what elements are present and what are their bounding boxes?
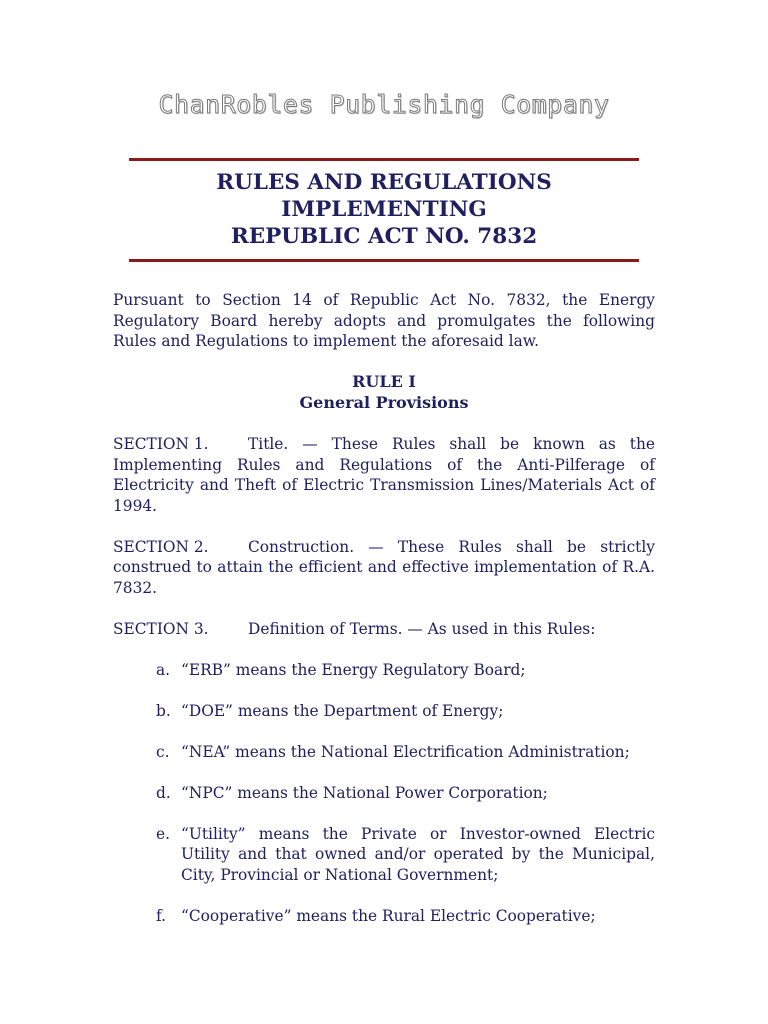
- definition-item-a: [113, 660, 655, 681]
- section-1: [113, 434, 655, 516]
- definition-letter: d.: [156, 783, 171, 802]
- definition-text: “ERB” means the Energy Regulatory Board;: [181, 660, 526, 679]
- rule-number: RULE I: [352, 372, 416, 391]
- definition-letter: a.: [156, 660, 171, 679]
- definition-text: “Cooperative” means the Rural Electric Cooperative;: [181, 906, 596, 925]
- definition-letter: c.: [156, 742, 170, 761]
- definition-item-b: [113, 701, 655, 722]
- publisher-name: ChanRobles Publishing Company: [158, 90, 610, 119]
- section-1-label: SECTION 1.: [113, 435, 209, 453]
- document-body: [113, 290, 655, 947]
- title-line-1: RULES AND REGULATIONS: [216, 170, 552, 195]
- section-2-label: SECTION 2.: [113, 537, 209, 556]
- section-3-label: SECTION 3.: [113, 619, 209, 638]
- section-1-text: Title. — These Rules shall be known as the Implementing Rules and Regulations of the Anti-Pilferage of Electricity and Theft of Electric Transmission Lines/Materials Act of 1994.: [113, 435, 655, 515]
- title-line-2: IMPLEMENTING: [281, 197, 487, 222]
- definition-text: “NPC” means the National Power Corporation;: [181, 783, 548, 802]
- definition-text: “Utility” means the Private or Investor-owned Electric Utility and that owned and/or operated by the Municipal, City, Provincial or National Government;: [181, 824, 655, 884]
- document-title: [0, 169, 768, 250]
- definition-letter: e.: [156, 824, 171, 843]
- definition-item-c: [113, 742, 655, 763]
- section-3: [113, 619, 655, 640]
- definition-text: “DOE” means the Department of Energy;: [181, 701, 504, 720]
- definition-letter: f.: [156, 906, 167, 925]
- definitions-list: [113, 660, 655, 927]
- rule-heading: [113, 372, 655, 413]
- section-2-text: Construction. — These Rules shall be strictly construed to attain the efficient and effective implementation of R.A. 7832.: [113, 537, 655, 597]
- title-bottom-rule: [129, 259, 639, 262]
- definition-text: “NEA” means the National Electrification Administration;: [181, 742, 630, 761]
- definition-letter: b.: [156, 701, 171, 720]
- definition-item-e: [113, 824, 655, 886]
- definition-item-d: [113, 783, 655, 804]
- title-top-rule: [129, 158, 639, 161]
- section-3-text: Definition of Terms. — As used in this Rules:: [248, 619, 596, 638]
- rule-name: General Provisions: [299, 392, 469, 412]
- definition-item-f: [113, 906, 655, 927]
- intro-paragraph: Pursuant to Section 14 of Republic Act No. 7832, the Energy Regulatory Board hereby adopts and promulgates the following Rules and Regulations to implement the aforesaid law.: [113, 291, 655, 350]
- title-line-3: REPUBLIC ACT NO. 7832: [230, 224, 538, 249]
- section-2: [113, 537, 655, 599]
